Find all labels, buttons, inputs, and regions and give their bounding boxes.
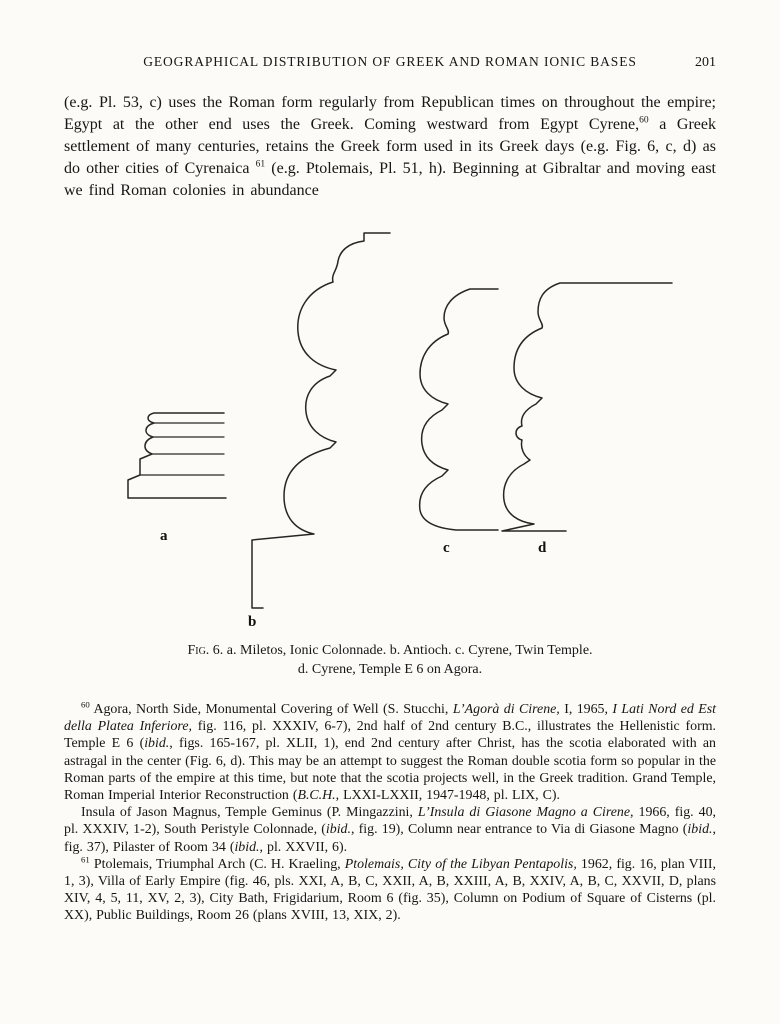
- footnote-text-run: fig. 116, pl. XXXIV, 6-7), 2nd half of 2nd century B.C., illustrates the Hellenistic form. Temple E 6 (: [64, 719, 716, 752]
- profile-a-outline: [128, 413, 226, 498]
- profile-d-drawing: [502, 283, 672, 531]
- footnote-title-italic: Ptolemais, City of the Libyan Pentapolis,: [344, 856, 577, 872]
- footnote-text-run: Ptolemais, Triumphal Arch (C. H. Kraeling,: [89, 856, 345, 872]
- footnote-ibid-italic: ibid.: [144, 736, 170, 752]
- profile-a-molding-lines: [140, 423, 224, 475]
- footnote-journal-italic: B.C.H.: [297, 788, 336, 804]
- figure-caption-line-2: d. Cyrene, Temple E 6 on Agora.: [297, 661, 483, 677]
- figure-label-c: c: [443, 540, 450, 556]
- body-text-run: a Greek settlement of many centuries, retains the Greek form used in its Greek days (e.g. Fig. 6, c, d) as do other cities of Cyrenaica: [64, 116, 717, 177]
- footnote-60-paragraph-2: [64, 804, 716, 856]
- footnote-text-run: Insula of Jason Magnus, Temple Geminus (P. Mingazzini,: [81, 805, 418, 821]
- profile-c-outline: [420, 289, 498, 530]
- footnote-text-run: 1966, fig. 40, pl. XXXIV, 1-2), South Peristyle Colonnade, (: [64, 805, 716, 838]
- body-text-run: (e.g. Pl. 53, c) uses the Roman form regularly from Republican times on throughout the empire; Egypt at the other end uses the Greek. Coming westward from Egypt Cyrene,: [64, 94, 716, 133]
- footnote-ibid-italic: ibid.: [687, 822, 713, 838]
- footnote-title-italic: L’Agorà di Cirene,: [452, 702, 560, 717]
- caption-fig-abbrev: Fig.: [187, 643, 210, 658]
- figure-label-d: d: [538, 540, 547, 556]
- profile-c-drawing: [420, 289, 498, 530]
- footnote-ref-61: 61: [255, 159, 266, 170]
- footnote-ref-60: 60: [639, 115, 649, 126]
- footnote-text-run: Agora, North Side, Monumental Covering of Well (S. Stucchi,: [89, 702, 453, 717]
- footnote-title-italic: I Lati Nord ed Est della Platea Inferiore,: [64, 702, 716, 735]
- footnote-61-paragraph: [64, 856, 716, 925]
- figure-label-b: b: [248, 614, 257, 630]
- footnote-text-run: 1962, fig. 16, plan VIII, 1, 3), Villa of Early Empire (fig. 46, pls. XXI, A, B, C, XXII, A, B, XXIII, A, B, XXIV, A, B, C, XXVII, D, plans XIV, 4, 5, 11, XV, 2, 3), City Bath, Frigidarium, Room 6 (fig. 35), Column on Podium of Square of Cisterns (pl. XX), Public Buildings, Room 26 (plans XVIII, 13, XIX, 2).: [64, 856, 716, 924]
- footnote-text-run: I, 1965,: [559, 702, 613, 717]
- figure-caption-line-1: [64, 642, 716, 661]
- profile-d-outline: [502, 283, 672, 531]
- footnote-ibid-italic: ibid.: [325, 822, 351, 838]
- profile-a-drawing: [128, 413, 226, 498]
- footnote-title-italic: L’Insula di Giasone Magno a Cirene,: [417, 805, 634, 821]
- figure-6-drawing: [0, 216, 780, 634]
- body-text-run: (e.g. Ptolemais, Pl. 51, h). Beginning at Gibraltar and moving east we find Roman colonies in abundance: [64, 160, 716, 199]
- footnote-text-run: , pl. XXVII, 6).: [259, 839, 348, 855]
- footnote-text-run: , figs. 165-167, pl. XLII, 1), end 2nd century after Christ, has the scotia elaborated with an astragal in the center (Fig. 6, d). This may be an attempt to suggest the Roman double scotia form so popular in the Roman parts of the empire at this time, but note that the scotia projects well, in the Greek tradition. Grand Temple, Roman Imperial Interior Reconstruction (: [64, 736, 716, 804]
- running-head: [64, 54, 716, 71]
- footnote-61-number: 61: [81, 854, 90, 865]
- profile-b-drawing: [252, 233, 390, 608]
- body-paragraph: [64, 92, 716, 202]
- running-head-title: GEOGRAPHICAL DISTRIBUTION OF GREEK AND ROMAN IONIC BASES: [143, 54, 637, 69]
- figure-6: [0, 216, 780, 634]
- footnote-text-run: , LXXI-LXXII, 1947-1948, pl. LIX, C).: [335, 788, 560, 804]
- footnote-60-paragraph-1: [64, 701, 716, 804]
- footnote-ibid-italic: ibid.: [234, 839, 260, 855]
- profile-b-outline: [252, 233, 390, 608]
- footnotes-block: [64, 701, 716, 925]
- page-number: 201: [695, 55, 716, 70]
- footnote-text-run: , fig. 19), Column near entrance to Via di Giasone Magno (: [350, 822, 688, 838]
- figure-caption: [64, 642, 716, 679]
- caption-text-run: 6. a. Miletos, Ionic Colonnade. b. Antioch. c. Cyrene, Twin Temple.: [209, 643, 593, 658]
- footnote-60-number: 60: [81, 699, 90, 710]
- figure-label-a: a: [160, 528, 168, 544]
- footnote-text-run: , fig. 37), Pilaster of Room 34 (: [64, 822, 716, 855]
